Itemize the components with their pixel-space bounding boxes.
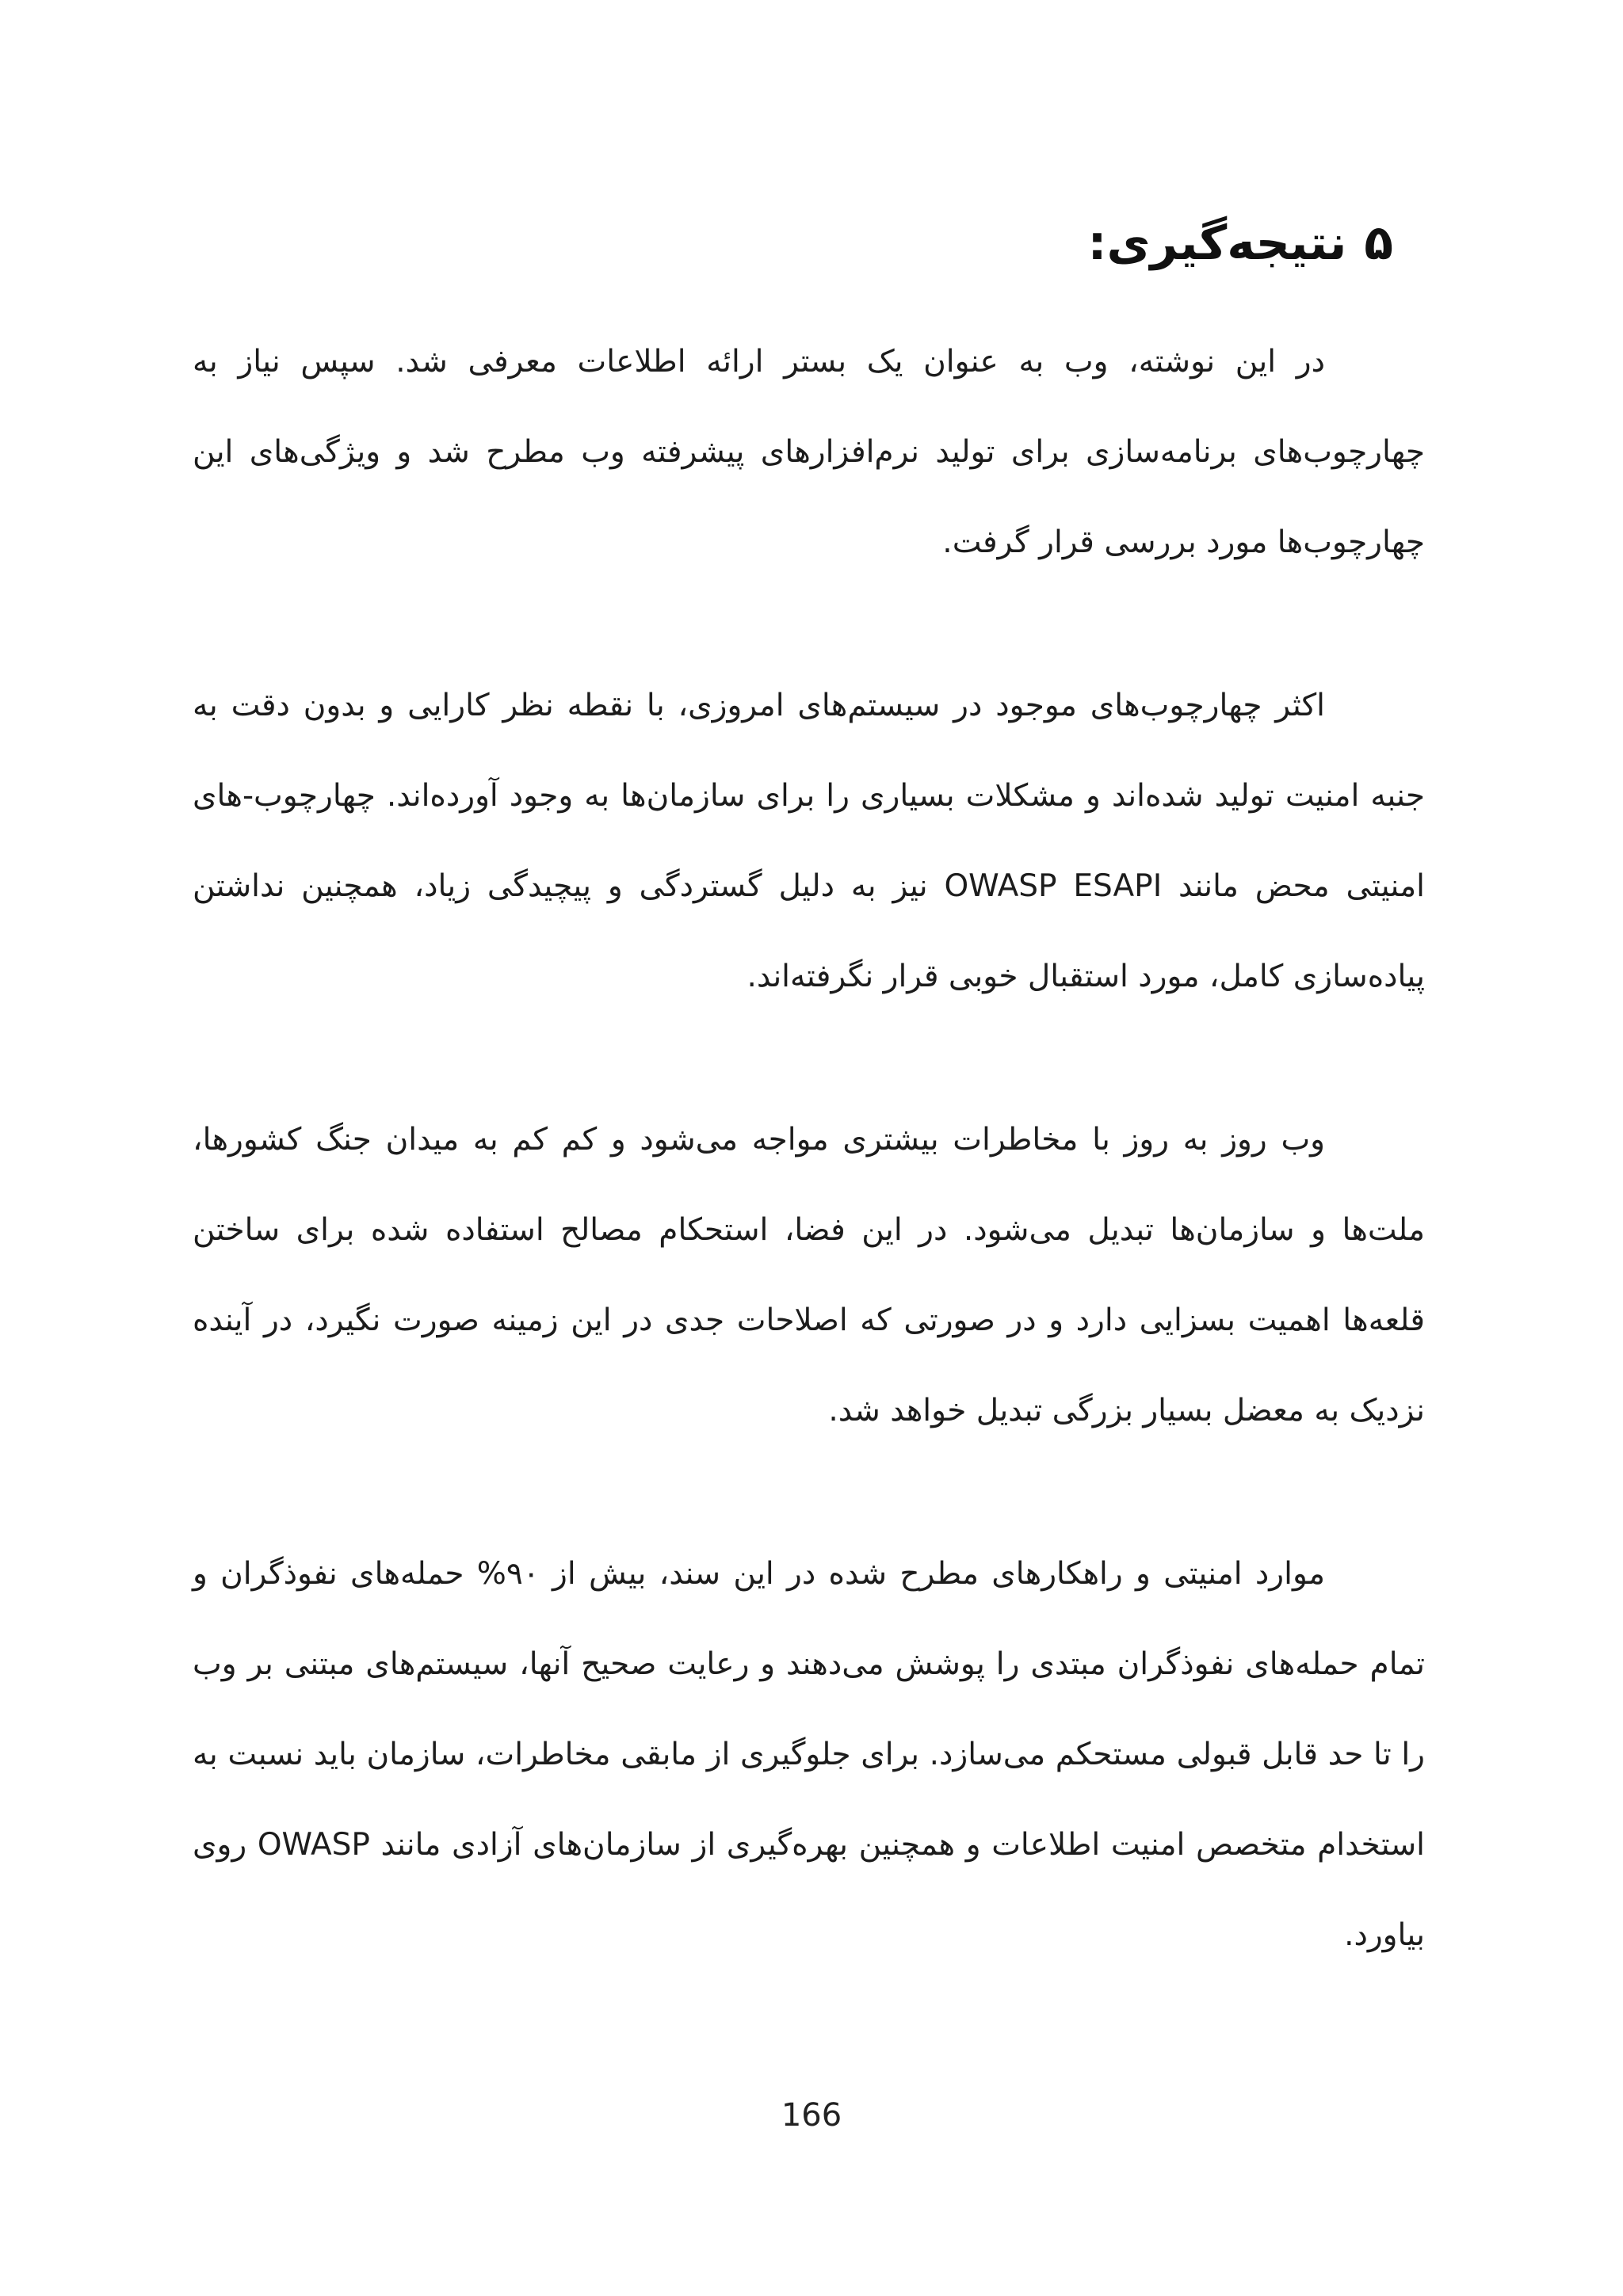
section-heading [204, 208, 1393, 279]
paragraph-1: در این نوشته، وب به عنوان یک بستر ارائه اطلاعات معرفی شد. سپس نیاز به چهارچوب‌های برنامه‌سازی برای تولید نرم‌افزارهای پیشرفته وب مطرح شد و ویژگی‌های این چهارچوب‌ها مورد بررسی قرار گرفت. [193, 344, 1425, 560]
body-text [193, 317, 1425, 2054]
paragraph-4: موارد امنیتی و راهکارهای مطرح شده در این سند، بیش از ۹۰% حمله‌های نفوذگران و تمام حمله‌های نفوذگران مبتدی را پوشش می‌دهند و رعایت صحیح آنها، سیستم‌های مبتنی بر وب را تا حد قابل قبولی مستحکم می‌سازد. برای جلوگیری از مابقی مخاطرات، سازمان باید نسبت به استخدام متخصص امنیت اطلاعات و همچنین بهره‌گیری از سازمان‌های آزادی مانند OWASP روی بیاورد. [193, 1556, 1425, 1953]
section-title: نتیجه‌گیری: [1087, 215, 1347, 271]
paragraph-2: اکثر چهارچوب‌های موجود در سیستم‌های امروزی، با نقطه نظر کارایی و بدون دقت به جنبه امنیت تولید شده‌اند و مشکلات بسیاری را برای سازمان‌ها به وجود آورده‌اند. چهارچوب-های امنیتی محض مانند OWASP ESAPI نیز به دلیل گستردگی و پیچیدگی زیاد، همچنین نداشتن پیاده‌سازی کامل، مورد استقبال خوبی قرار نگرفته‌اند. [193, 688, 1425, 994]
page-number: 166 [781, 2097, 842, 2134]
section-number: ۵ [1364, 215, 1393, 271]
paragraph-3: وب روز به روز با مخاطرات بیشتری مواجه می‌شود و کم کم به میدان جنگ کشورها، ملت‌ها و سازمان‌ها تبدیل می‌شود. در این فضا، استحکام مصالح استفاده شده برای ساختن قلعه‌ها اهمیت بسزایی دارد و در صورتی که اصلاحات جدی در این زمینه صورت نگیرد، در آینده نزدیک به معضل بسیار بزرگی تبدیل خواهد شد. [193, 1122, 1425, 1428]
